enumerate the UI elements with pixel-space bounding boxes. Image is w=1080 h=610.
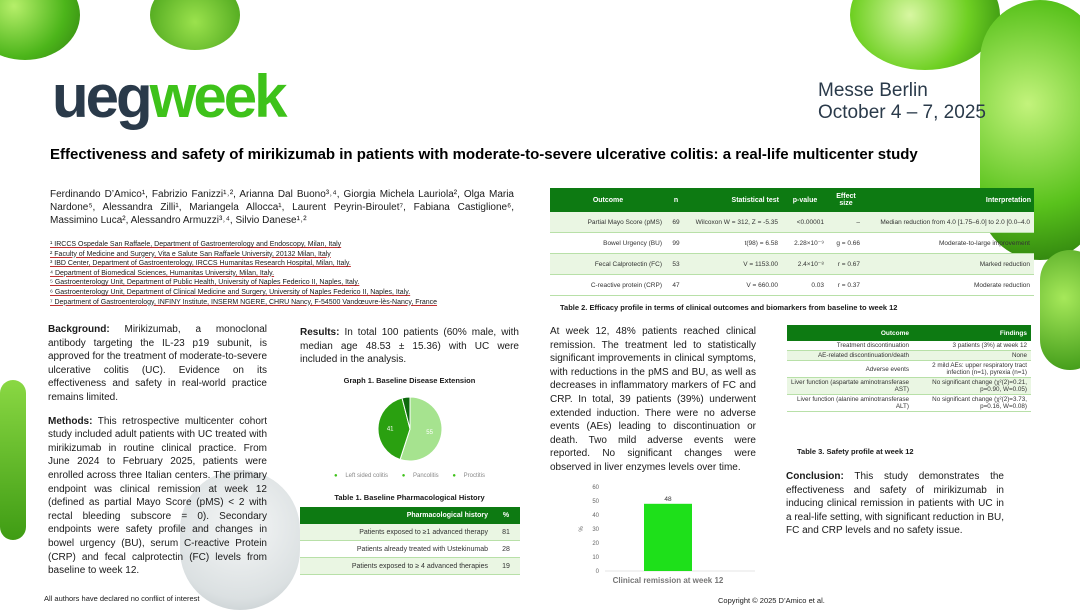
legend-label: Left sided colitis xyxy=(345,473,389,479)
affiliation: ³ IBD Center, Department of Gastroenterology, IRCCS Humanitas Research Hospital, Milan, Italy. xyxy=(50,260,351,268)
conclusion-label: Conclusion: xyxy=(786,471,844,482)
table-row xyxy=(787,351,1031,361)
y-tick-label: 40 xyxy=(592,513,599,519)
legend-label: Pancolitis xyxy=(412,473,439,479)
table-cell: 2.28×10⁻⁹ xyxy=(782,233,828,254)
table-cell: Patients already treated with Ustekinumab xyxy=(300,541,492,558)
disease-extension-pie-chart xyxy=(300,386,520,472)
bar xyxy=(644,504,692,571)
table-cell: AE-related discontinuation/death xyxy=(787,351,913,361)
affiliation: ⁷ Department of Gastroenterology, INFINY Institute, INSERM NGERE, CHRU Nancy, F-54500 Vandœuvre-lès-Nancy, France xyxy=(50,298,438,306)
legend-label: Proctitis xyxy=(463,473,485,479)
table-cell: 3 patients (3%) at week 12 xyxy=(913,341,1031,351)
methods-text: This retrospective multicenter cohort study included adult patients with UC treated with mirikizumab in routine clinical practice. From June 2024 to February 2025, patients were enrolled across three Italian centers. The primary endpoint was clinical remission at week 12 (defined as partial Mayo Score (pMS) < 2 with rectal bleeding subscore = 0). Secondary endpoints were safety profile and changes in bowel urgency (BU), serum C-reactive Protein (CRP) and fecal calprotectin (FC) levels from baseline to week 12. xyxy=(48,415,267,577)
conclusion-section xyxy=(786,470,1004,538)
decorative-blob xyxy=(0,380,26,540)
table-cell: 28 xyxy=(492,541,520,558)
table-row xyxy=(550,233,1034,254)
column-header: Pharmacological history xyxy=(300,507,492,524)
legend-dot-icon: ● xyxy=(452,473,456,479)
table-cell: V = 660.00 xyxy=(686,275,782,296)
table-row xyxy=(787,378,1031,395)
table-cell: 81 xyxy=(492,524,520,541)
results-section xyxy=(300,326,519,367)
table-cell: – xyxy=(828,212,864,233)
table-cell: t(98) = 6.58 xyxy=(686,233,782,254)
table-cell: 69 xyxy=(666,212,686,233)
copyright: Copyright © 2025 D’Amico et al. xyxy=(718,596,825,605)
decorative-blob xyxy=(0,0,80,60)
affiliation: ¹ IRCCS Ospedale San Raffaele, Department of Gastroenterology and Endoscopy, Milan, Italy xyxy=(50,241,342,248)
methods-label: Methods: xyxy=(48,415,93,427)
conflict-statement: All authors have declared no conflict of interest xyxy=(44,594,200,603)
bar-data-label: 48 xyxy=(664,495,672,503)
venue-location: Messe Berlin xyxy=(818,80,928,101)
table-cell: Adverse events xyxy=(787,361,913,378)
table-cell: 0.03 xyxy=(782,275,828,296)
results-label: Results: xyxy=(300,327,340,338)
table-cell: 53 xyxy=(666,254,686,275)
logo-ueg: ueg xyxy=(52,63,150,130)
poster-title: Effectiveness and safety of mirikizumab in patients with moderate-to-severe ulcerative colitis: a real-life multicenter study xyxy=(50,146,918,163)
y-tick-label: 10 xyxy=(592,555,599,561)
table-cell: 2 mild AEs: upper respiratory tract infection (n=1), pyrexia (n=1) xyxy=(913,361,1031,378)
table-row xyxy=(550,254,1034,275)
results-text: In total 100 patients (60% male, with median age 48.53 ± 15.36) with UC were included in the analysis. xyxy=(300,327,519,366)
y-axis-label: % xyxy=(579,526,585,532)
decorative-blob xyxy=(150,0,240,50)
table-row xyxy=(550,212,1034,233)
table-cell: Median reduction from 4.0 [1.75–6.0] to 2.0 [0.0–4.0 xyxy=(864,212,1034,233)
column-header: Statistical test xyxy=(686,188,782,212)
results-continued: At week 12, 48% patients reached clinical remission. The treatment led to statistically significant improvements in clinical symptoms, with reductions in the pMS and BU, as well as decreases in inflammatory markers of FC and CRP. In total, 39 patients (39%) underwent extended induction. There were no adverse events (AEs) leading to discontinuation or death. Two mild adverse events were reported. No significant changes were observed in liver enzymes levels over time. xyxy=(550,326,756,473)
table-cell: Patients exposed to ≥ 4 advanced therapies xyxy=(300,558,492,575)
table-cell: Fecal Calprotectin (FC) xyxy=(550,254,666,275)
affiliations xyxy=(50,240,520,307)
table1-caption: Table 1. Baseline Pharmacological History xyxy=(334,493,485,502)
table-cell: Liver function (alanine aminotransferase ALT) xyxy=(787,395,913,412)
table-cell: 47 xyxy=(666,275,686,296)
table-cell: 2.4×10⁻⁸ xyxy=(782,254,828,275)
background-section xyxy=(48,323,267,405)
table-cell: Patients exposed to ≥1 advanced therapy xyxy=(300,524,492,541)
table-row xyxy=(787,361,1031,378)
affiliation: ⁵ Gastroenterology Unit, Department of Public Health, University of Naples Federico II, Naples, Italy. xyxy=(50,279,360,287)
table-cell: No significant change (χ²(2)=0.21, p=0.90, W=0.05) xyxy=(913,378,1031,395)
background-text: Mirikizumab, a monoclonal antibody targeting the IL-23 p19 subunit, is approved for the treatment of moderate-to-severe ulcerative colitis (UC). Evidence on its effectiveness and safety in real-world practice remains limited. xyxy=(48,324,268,403)
table-cell: 99 xyxy=(666,233,686,254)
column-header: Outcome xyxy=(550,188,666,212)
graph1-title: Graph 1. Baseline Disease Extension xyxy=(343,376,476,385)
legend-item xyxy=(331,473,391,479)
table-cell: Moderate reduction xyxy=(864,275,1034,296)
column-header: n xyxy=(666,188,686,212)
table-cell: <0.00001 xyxy=(782,212,828,233)
table-cell: Marked reduction xyxy=(864,254,1034,275)
y-tick-label: 60 xyxy=(592,485,599,491)
legend-item xyxy=(399,473,442,479)
pie-data-label: 55 xyxy=(426,430,433,437)
table-cell: V = 1153.00 xyxy=(686,254,782,275)
table-row xyxy=(787,395,1031,412)
affiliation: ² Faculty of Medicine and Surgery, Vita e Salute San Raffaele University, 20132 Milan, Italy xyxy=(50,250,331,258)
methods-section xyxy=(48,415,267,578)
table-row xyxy=(300,524,520,541)
table-cell: r = 0.67 xyxy=(828,254,864,275)
pharmacological-history-table xyxy=(300,507,520,575)
affiliation: ⁴ Department of Biomedical Sciences, Humanitas University, Milan, Italy. xyxy=(50,269,275,277)
table-cell: r = 0.37 xyxy=(828,275,864,296)
table-row xyxy=(300,558,520,575)
efficacy-table xyxy=(550,188,1034,296)
authors: Ferdinando D’Amico¹, Fabrizio Fanizzi¹˒², Arianna Dal Buono³˒⁴, Giorgia Michela Lauriola², Olga Maria Nardone⁵, Alessandra Zilli¹, Mariangela Allocca¹, Laurent Peyrin-Biroulet⁷, Fabiana Castiglione⁶, Massimino Luca², Alessandro Armuzzi³˒⁴, Silvio Danese¹˒² xyxy=(50,189,514,226)
table-cell: C-reactive protein (CRP) xyxy=(550,275,666,296)
y-tick-label: 50 xyxy=(592,499,599,505)
table-cell: Treatment discontinuation xyxy=(787,341,913,351)
column-header: Findings xyxy=(913,325,1031,341)
decorative-blob xyxy=(1040,250,1080,370)
y-tick-label: 20 xyxy=(592,541,599,547)
column-header: % xyxy=(492,507,520,524)
ueg-week-logo xyxy=(52,62,284,132)
table-cell: g = 0.66 xyxy=(828,233,864,254)
legend-item xyxy=(449,473,488,479)
safety-table xyxy=(787,325,1031,412)
table-cell: 19 xyxy=(492,558,520,575)
decorative-blob xyxy=(850,0,1000,70)
table-cell: No significant change (χ²(2)=3.73, p=0.16, W=0.08) xyxy=(913,395,1031,412)
left-column xyxy=(48,323,267,588)
table-cell: Wilcoxon W = 312, Z = -5.35 xyxy=(686,212,782,233)
column-header: Effect size xyxy=(828,188,864,212)
y-tick-label: 30 xyxy=(592,527,599,533)
column-header: Interpretation xyxy=(864,188,1034,212)
column-header: p-value xyxy=(782,188,828,212)
table-cell: None xyxy=(913,351,1031,361)
logo-week: week xyxy=(149,63,285,130)
clinical-remission-bar-chart xyxy=(570,480,770,590)
venue-info xyxy=(818,80,986,124)
legend-dot-icon: ● xyxy=(401,473,406,479)
column-header: Outcome xyxy=(787,325,913,341)
table3-caption: Table 3. Safety profile at week 12 xyxy=(797,447,914,456)
x-axis-label: Clinical remission at week 12 xyxy=(612,576,724,585)
conclusion-text: This study demonstrates the effectiveness and safety of mirikizumab in inducing clinical remission in patients with UC in a real-life setting, with significant reduction in BU, FC and CRP levels and no safety issue. xyxy=(786,471,1004,537)
table-cell: Moderate-to-large improvement xyxy=(864,233,1034,254)
pie-data-label: 41 xyxy=(386,426,394,433)
background-label: Background: xyxy=(48,324,110,335)
table-cell: Liver function (aspartate aminotransferase AST) xyxy=(787,378,913,395)
table-cell: Partial Mayo Score (pMS) xyxy=(550,212,666,233)
venue-dates: October 4 – 7, 2025 xyxy=(818,102,986,123)
table-row xyxy=(300,541,520,558)
y-tick-label: 0 xyxy=(595,569,599,575)
table-cell: Bowel Urgency (BU) xyxy=(550,233,666,254)
table2-caption: Table 2. Efficacy profile in terms of clinical outcomes and biomarkers from baseline to week 12 xyxy=(560,303,898,312)
table-row xyxy=(787,341,1031,351)
table-row xyxy=(550,275,1034,296)
affiliation: ⁶ Gastroenterology Unit, Department of Clinical Medicine and Surgery, University of Naples Federico II, Naples, Italy. xyxy=(50,288,411,296)
pie-legend xyxy=(300,473,519,479)
legend-dot-icon: ● xyxy=(334,473,338,479)
